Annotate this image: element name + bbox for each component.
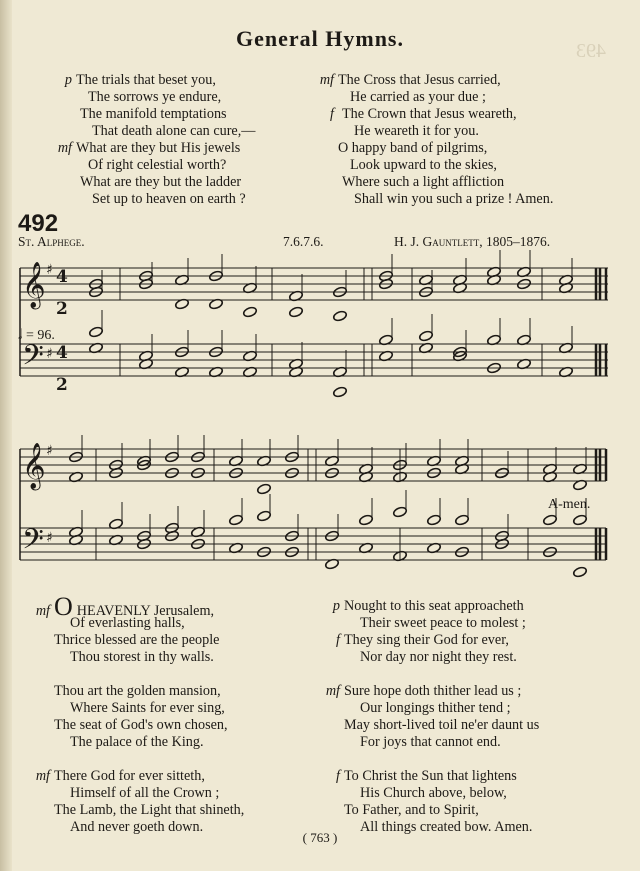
verse-line <box>50 72 255 89</box>
verse-line <box>318 717 539 734</box>
verse-line <box>318 598 539 615</box>
verse-text: Where such a light affliction <box>342 174 505 190</box>
metronome-mark: 𝅗𝅥 = 96. <box>18 328 55 343</box>
verse-text: That death alone can cure,— <box>92 123 256 139</box>
verse-line <box>312 89 553 106</box>
verse-text: The seat of God's own chosen, <box>54 717 228 733</box>
verse-text: Nor day nor night they rest. <box>360 649 517 665</box>
verse-line <box>318 700 539 717</box>
verse-line <box>28 632 244 649</box>
note-head <box>427 514 442 526</box>
verse-text: The sorrows ye endure, <box>88 89 222 105</box>
verse-text: Thrice blessed are the people <box>54 632 220 648</box>
verse-line <box>50 106 255 123</box>
meter: 7.6.7.6. <box>283 234 324 249</box>
verse-line <box>28 717 244 734</box>
verses-left-column <box>28 592 245 836</box>
verse-text: Where Saints for ever sing, <box>70 700 225 716</box>
verse-text: The manifold temptations <box>80 106 227 122</box>
verse-line <box>318 734 539 751</box>
tune-name: St. Alphege. <box>18 234 85 249</box>
amen-label: A-men. <box>548 497 591 512</box>
verse-line <box>312 191 553 208</box>
verse-text: He weareth it for you. <box>354 123 479 139</box>
verse-text: Set up to heaven on earth ? <box>92 191 246 207</box>
verse-line <box>318 802 539 819</box>
verse-text: Himself of all the Crown ; <box>70 785 220 801</box>
verse-line <box>28 592 244 621</box>
verse-text: May short-lived toil ne'er daunt us <box>344 717 540 733</box>
verse-text: What are they but His jewels <box>76 140 241 156</box>
composer: H. J. Gauntlett, 1805–1876. <box>394 234 551 249</box>
verse-text: They sing their God for ever, <box>344 632 509 648</box>
verse-line <box>318 751 539 768</box>
verse-line <box>50 89 255 106</box>
verse-text: O happy band of pilgrims, <box>338 140 488 156</box>
treble-clef: 𝄞 <box>22 443 46 489</box>
note-head <box>543 514 558 526</box>
prev-hymn-right-column <box>312 72 553 208</box>
verse-text: Of right celestial worth? <box>88 157 227 173</box>
note-head <box>573 514 588 526</box>
note-head <box>243 306 258 318</box>
verse-line <box>50 123 255 140</box>
verse-line <box>28 785 244 802</box>
note-head <box>393 506 408 518</box>
verse-text: Shall win you such a prize ! Amen. <box>354 191 554 207</box>
dynamic-mark: mf <box>57 140 72 156</box>
verse-line <box>312 106 553 123</box>
dynamic-mark: mf <box>325 683 340 699</box>
note-head <box>89 326 104 338</box>
verse-text: He carried as your due ; <box>350 89 486 105</box>
time-signature-digit: 2 <box>56 375 68 395</box>
verses-right-column <box>318 598 539 836</box>
verse-line <box>312 123 553 140</box>
verse-text: Sure hope doth thither lead us ; <box>344 683 522 699</box>
verse-text: Nought to this seat approacheth <box>344 598 524 614</box>
note-head <box>257 510 272 522</box>
verse-text: To Christ the Sun that lightens <box>344 768 517 784</box>
key-signature-sharp: ♯ <box>46 346 53 362</box>
note-head <box>257 483 272 495</box>
note-head <box>229 514 244 526</box>
dynamic-mark: f <box>336 632 340 648</box>
time-signature-digit: 4 <box>56 343 68 363</box>
time-signature-digit: 4 <box>56 267 68 287</box>
verse-text: And never goeth down. <box>70 819 204 835</box>
page-title: General Hymns. <box>236 26 404 51</box>
verse-text: The Crown that Jesus weareth, <box>342 106 517 122</box>
verse-line <box>312 174 553 191</box>
note-head <box>455 514 470 526</box>
verse-text: Look upward to the skies, <box>350 157 497 173</box>
note-head <box>289 306 304 318</box>
verse-text: What are they but the ladder <box>80 174 242 190</box>
verse-line <box>318 632 539 649</box>
verse-line <box>312 72 553 89</box>
dynamic-mark: p <box>64 72 72 88</box>
verse-line <box>28 700 244 717</box>
dynamic-mark: mf <box>319 72 334 88</box>
verse-text: The palace of the King. <box>70 734 204 750</box>
note-head <box>333 386 348 398</box>
bass-clef: 𝄢 <box>22 523 44 563</box>
verse-line <box>50 140 255 157</box>
verse-text: Our longings thither tend ; <box>360 700 511 716</box>
verse-line <box>318 615 539 632</box>
verse-line <box>318 649 539 666</box>
page-number: ( 763 ) <box>302 830 338 845</box>
dynamic-mark: p <box>332 598 340 614</box>
note-head <box>573 566 588 578</box>
verse-line <box>318 666 539 683</box>
verse-line <box>50 191 255 208</box>
verse-text: The trials that beset you, <box>76 72 216 88</box>
verse-text: Of everlasting halls, <box>70 615 185 631</box>
note-head <box>419 330 434 342</box>
dynamic-mark: f <box>330 106 334 122</box>
hymn-number: 492 <box>18 210 59 237</box>
verse-text: Their sweet peace to molest ; <box>360 615 526 631</box>
dynamic-mark: f <box>336 768 340 784</box>
dynamic-mark: mf <box>35 768 50 784</box>
music-score <box>0 240 640 585</box>
time-signature-digit: 2 <box>56 299 68 319</box>
verse-line <box>28 649 244 666</box>
key-signature-sharp: ♯ <box>46 262 53 278</box>
verse-line <box>28 768 244 785</box>
treble-clef: 𝄞 <box>22 262 46 308</box>
verse-line <box>28 751 244 768</box>
verse-text: All things created bow. Amen. <box>360 819 533 835</box>
verse-line <box>28 683 244 700</box>
verse-line <box>318 683 539 700</box>
key-signature-sharp: ♯ <box>46 530 53 546</box>
verse-text: His Church above, below, <box>360 785 507 801</box>
verse-text: Thou art the golden mansion, <box>54 683 221 699</box>
verse-line <box>28 802 244 819</box>
ghost-page-number: 493 <box>576 40 606 62</box>
verse-text: HEAVENLY Jerusalem, <box>76 603 215 619</box>
verse-line <box>312 140 553 157</box>
verse-text: For joys that cannot end. <box>360 734 501 750</box>
verse-line <box>50 174 255 191</box>
key-signature-sharp: ♯ <box>46 443 53 459</box>
verse-text: There God for ever sitteth, <box>54 768 205 784</box>
verse-line <box>28 666 244 683</box>
verse-text: To Father, and to Spirit, <box>344 802 479 818</box>
drop-cap: O <box>54 592 73 621</box>
verse-text: The Lamb, the Light that shineth, <box>54 802 245 818</box>
verse-text: Thou storest in thy walls. <box>70 649 214 665</box>
verse-line <box>312 157 553 174</box>
note-head <box>333 310 348 322</box>
verse-text: The Cross that Jesus carried, <box>338 72 501 88</box>
bass-clef: 𝄢 <box>22 339 44 379</box>
prev-hymn-left-column <box>50 72 255 208</box>
verse-line <box>318 768 539 785</box>
verse-line <box>50 157 255 174</box>
dynamic-mark: mf <box>35 603 50 619</box>
verse-line <box>28 734 244 751</box>
note-head <box>359 514 374 526</box>
verse-line <box>318 785 539 802</box>
